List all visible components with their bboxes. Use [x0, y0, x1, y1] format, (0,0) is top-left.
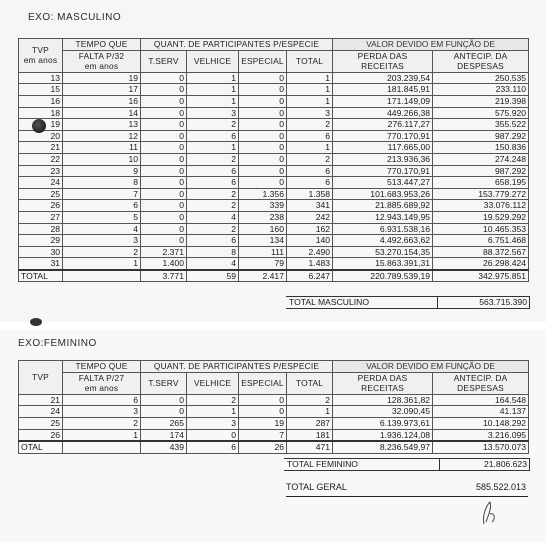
masculino-row [19, 119, 529, 131]
especial-cell: 0 [239, 153, 287, 165]
especial-cell: 134 [239, 235, 287, 247]
total-cell: 341 [287, 200, 333, 212]
feminino-table [18, 360, 529, 454]
total-cell: 1 [287, 72, 333, 84]
despesas-cell: 33.076.112 [433, 200, 529, 212]
tserv-cell: 0 [141, 95, 187, 107]
total-tserv-fem: 439 [141, 441, 187, 453]
especial-header-fem: ESPECIAL [239, 372, 287, 394]
tserv-cell: 0 [141, 235, 187, 247]
receitas-cell: 171.149,09 [333, 95, 433, 107]
total-header-fem: TOTAL [287, 372, 333, 394]
feminino-sheet [0, 330, 546, 542]
velhice-cell: 6 [187, 177, 239, 189]
especial-cell: 1.356 [239, 188, 287, 200]
velhice-cell: 4 [187, 211, 239, 223]
total-cell: 1.358 [287, 188, 333, 200]
total-receitas: 220.789.539,19 [333, 270, 433, 282]
velhice-cell: 6 [187, 130, 239, 142]
total-velhice-fem: 6 [187, 441, 239, 453]
velhice-cell: 1 [187, 95, 239, 107]
masculino-row [19, 95, 529, 107]
perda-receitas-header: PERDA DAS RECEITAS [333, 50, 433, 72]
despesas-cell: 987.292 [433, 130, 529, 142]
total-masculino [286, 296, 528, 308]
velhice-header-fem: VELHICE [187, 372, 239, 394]
falta-cell: 12 [63, 130, 141, 142]
falta-cell: 19 [63, 72, 141, 84]
punch-hole-mark-2 [30, 318, 42, 326]
tvp-cell: 23 [19, 165, 63, 177]
total-total: 6.247 [287, 270, 333, 282]
masculino-row [19, 211, 529, 223]
velhice-cell: 6 [187, 235, 239, 247]
despesas-cell: 250.535 [433, 72, 529, 84]
total-tserv: 3.771 [141, 270, 187, 282]
feminino-row [19, 417, 529, 429]
tserv-cell: 2.371 [141, 246, 187, 258]
especial-cell: 0 [239, 406, 287, 418]
valor-devido-header-fem: VALOR DEVIDO EM FUNÇÃO DE [333, 361, 529, 373]
tserv-cell: 0 [141, 130, 187, 142]
feminino-row [19, 406, 529, 418]
page-gap [0, 322, 546, 330]
velhice-cell: 4 [187, 258, 239, 270]
receitas-cell: 770.170,91 [333, 130, 433, 142]
feminino-total-row [19, 441, 529, 453]
masculino-row [19, 200, 529, 212]
receitas-cell: 276.117,27 [333, 119, 433, 131]
total-cell: 2.490 [287, 246, 333, 258]
velhice-header: VELHICE [187, 50, 239, 72]
signature-mark [476, 498, 502, 528]
receitas-cell: 6.139.973,61 [333, 417, 433, 429]
total-cell: 1 [287, 142, 333, 154]
velhice-cell: 1 [187, 72, 239, 84]
tserv-cell: 0 [141, 142, 187, 154]
falta-header-fem: FALTA P/27 em anos [63, 372, 141, 394]
total-cell: 1.483 [287, 258, 333, 270]
tvp-cell: 16 [19, 95, 63, 107]
velhice-cell: 2 [187, 394, 239, 406]
especial-cell: 0 [239, 177, 287, 189]
total-cell: 140 [287, 235, 333, 247]
tvp-cell: 18 [19, 107, 63, 119]
tserv-cell: 174 [141, 429, 187, 441]
total-cell: 242 [287, 211, 333, 223]
receitas-cell: 117.665,00 [333, 142, 433, 154]
especial-cell: 238 [239, 211, 287, 223]
tserv-cell: 0 [141, 153, 187, 165]
despesas-cell: 219.398 [433, 95, 529, 107]
total-label: TOTAL [19, 270, 63, 282]
falta-cell: 3 [63, 235, 141, 247]
total-cell: 287 [287, 417, 333, 429]
tserv-header-fem: T.SERV [141, 372, 187, 394]
masculino-row [19, 246, 529, 258]
falta-cell: 1 [63, 429, 141, 441]
tvp-header: TVP em anos [19, 39, 63, 73]
velhice-cell: 2 [187, 200, 239, 212]
total-header: TOTAL [287, 50, 333, 72]
especial-cell: 0 [239, 119, 287, 131]
tserv-cell: 1.400 [141, 258, 187, 270]
falta-cell: 6 [63, 394, 141, 406]
masculino-row [19, 153, 529, 165]
total-geral [286, 482, 528, 497]
receitas-cell: 32.090,45 [333, 406, 433, 418]
receitas-cell: 213.936,36 [333, 153, 433, 165]
total-feminino-value: 21.806.623 [439, 458, 530, 471]
velhice-cell: 0 [187, 429, 239, 441]
masculino-row [19, 258, 529, 270]
falta-cell: 10 [63, 153, 141, 165]
tvp-cell: 28 [19, 223, 63, 235]
falta-cell: 8 [63, 177, 141, 189]
despesas-cell: 355.522 [433, 119, 529, 131]
total-cell: 6 [287, 130, 333, 142]
total-geral-value: 585.522.013 [475, 482, 526, 492]
especial-cell: 7 [239, 429, 287, 441]
perda-receitas-header-fem: PERDA DAS RECEITAS [333, 372, 433, 394]
despesas-cell: 575.920 [433, 107, 529, 119]
receitas-cell: 203.239,54 [333, 72, 433, 84]
tvp-cell: 21 [19, 394, 63, 406]
despesas-cell: 3.216.095 [433, 429, 529, 441]
tvp-cell: 24 [19, 177, 63, 189]
especial-cell: 0 [239, 394, 287, 406]
masculino-row [19, 72, 529, 84]
despesas-cell: 164.548 [433, 394, 529, 406]
velhice-cell: 3 [187, 107, 239, 119]
velhice-cell: 2 [187, 188, 239, 200]
masculino-row [19, 223, 529, 235]
falta-cell: 4 [63, 223, 141, 235]
receitas-cell: 1.936.124,08 [333, 429, 433, 441]
falta-header: FALTA P/32 em anos [63, 50, 141, 72]
tserv-header: T.SERV [141, 50, 187, 72]
total-especial-fem: 26 [239, 441, 287, 453]
feminino-row [19, 394, 529, 406]
tserv-cell: 0 [141, 107, 187, 119]
despesas-cell: 10.465.353 [433, 223, 529, 235]
quant-participantes-header-fem: QUANT. DE PARTICIPANTES P/ESPECIE [141, 361, 333, 373]
receitas-cell: 12.943.149,95 [333, 211, 433, 223]
tserv-cell: 0 [141, 406, 187, 418]
tvp-cell: 13 [19, 72, 63, 84]
masculino-table [18, 38, 529, 282]
receitas-cell: 770.170,91 [333, 165, 433, 177]
velhice-cell: 6 [187, 165, 239, 177]
masculino-row [19, 84, 529, 96]
especial-cell: 0 [239, 72, 287, 84]
tvp-cell: 26 [19, 429, 63, 441]
despesas-cell: 658.195 [433, 177, 529, 189]
tvp-cell: 24 [19, 406, 63, 418]
tvp-cell: 15 [19, 84, 63, 96]
total-cell: 6 [287, 165, 333, 177]
especial-cell: 0 [239, 165, 287, 177]
velhice-cell: 1 [187, 406, 239, 418]
total-empty-cell-fem [63, 441, 141, 453]
total-masculino-value: 563.715.390 [437, 296, 530, 309]
receitas-cell: 15.863.391,31 [333, 258, 433, 270]
despesas-cell: 233.110 [433, 84, 529, 96]
especial-cell: 0 [239, 95, 287, 107]
tvp-cell: 21 [19, 142, 63, 154]
receitas-cell: 4.492.663,62 [333, 235, 433, 247]
falta-cell: 6 [63, 200, 141, 212]
receitas-cell: 128.361,82 [333, 394, 433, 406]
especial-cell: 0 [239, 130, 287, 142]
tvp-cell: 25 [19, 188, 63, 200]
receitas-cell: 101.683.953,26 [333, 188, 433, 200]
antecip-despesas-header-fem: ANTECIP. DA DESPESAS [433, 372, 529, 394]
total-cell: 2 [287, 119, 333, 131]
receitas-cell: 181.845,91 [333, 84, 433, 96]
total-geral-label: TOTAL GERAL [286, 482, 347, 492]
quant-participantes-header: QUANT. DE PARTICIPANTES P/ESPECIE [141, 39, 333, 51]
masculino-title: EXO: MASCULINO [28, 12, 122, 23]
velhice-cell: 2 [187, 119, 239, 131]
despesas-cell: 274.248 [433, 153, 529, 165]
total-cell: 162 [287, 223, 333, 235]
falta-cell: 2 [63, 246, 141, 258]
tempo-header-fem: TEMPO QUE [63, 361, 141, 373]
masculino-total-row [19, 270, 529, 282]
tserv-cell: 0 [141, 72, 187, 84]
receitas-cell: 449.266,38 [333, 107, 433, 119]
total-empty-cell [63, 270, 141, 282]
total-cell: 3 [287, 107, 333, 119]
tvp-cell: 20 [19, 130, 63, 142]
tvp-cell: 27 [19, 211, 63, 223]
tvp-cell: 31 [19, 258, 63, 270]
especial-cell: 79 [239, 258, 287, 270]
velhice-cell: 2 [187, 153, 239, 165]
total-cell: 6 [287, 177, 333, 189]
velhice-cell: 1 [187, 142, 239, 154]
tvp-cell: 19 [19, 119, 63, 131]
falta-cell: 5 [63, 211, 141, 223]
falta-cell: 13 [63, 119, 141, 131]
total-cell: 1 [287, 406, 333, 418]
total-cell: 1 [287, 84, 333, 96]
tserv-cell: 0 [141, 211, 187, 223]
tserv-cell: 0 [141, 223, 187, 235]
total-cell: 1 [287, 95, 333, 107]
despesas-cell: 41.137 [433, 406, 529, 418]
feminino-title: EXO:FEMININO [18, 338, 97, 349]
especial-cell: 19 [239, 417, 287, 429]
total-cell: 181 [287, 429, 333, 441]
masculino-row [19, 165, 529, 177]
antecip-despesas-header: ANTECIP. DA DESPESAS [433, 50, 529, 72]
falta-cell: 1 [63, 258, 141, 270]
despesas-cell: 10.148.292 [433, 417, 529, 429]
despesas-cell: 26.298.424 [433, 258, 529, 270]
total-masculino-label: TOTAL MASCULINO [286, 296, 439, 309]
falta-cell: 17 [63, 84, 141, 96]
tserv-cell: 0 [141, 394, 187, 406]
tserv-cell: 0 [141, 200, 187, 212]
tvp-header-fem: TVP [19, 361, 63, 395]
total-total-fem: 471 [287, 441, 333, 453]
feminino-row [19, 429, 529, 441]
falta-cell: 9 [63, 165, 141, 177]
despesas-cell: 150.836 [433, 142, 529, 154]
total-despesas: 342.975.851 [433, 270, 529, 282]
especial-cell: 111 [239, 246, 287, 258]
tserv-cell: 265 [141, 417, 187, 429]
despesas-cell: 987.292 [433, 165, 529, 177]
tserv-cell: 0 [141, 177, 187, 189]
total-velhice: 59 [187, 270, 239, 282]
total-receitas-fem: 8.236.549,97 [333, 441, 433, 453]
total-cell: 2 [287, 394, 333, 406]
tserv-cell: 0 [141, 119, 187, 131]
receitas-cell: 6.931.538,16 [333, 223, 433, 235]
despesas-cell: 153.779.272 [433, 188, 529, 200]
tvp-cell: 25 [19, 417, 63, 429]
total-cell: 2 [287, 153, 333, 165]
especial-cell: 0 [239, 107, 287, 119]
especial-cell: 160 [239, 223, 287, 235]
tserv-cell: 0 [141, 165, 187, 177]
tvp-cell: 22 [19, 153, 63, 165]
velhice-cell: 1 [187, 84, 239, 96]
falta-cell: 16 [63, 95, 141, 107]
velhice-cell: 8 [187, 246, 239, 258]
tempo-header: TEMPO QUE [63, 39, 141, 51]
falta-cell: 11 [63, 142, 141, 154]
valor-devido-header: VALOR DEVIDO EM FUNÇÃO DE [333, 39, 529, 51]
despesas-cell: 88.372.567 [433, 246, 529, 258]
velhice-cell: 3 [187, 417, 239, 429]
falta-cell: 7 [63, 188, 141, 200]
falta-cell: 3 [63, 406, 141, 418]
total-especial: 2.417 [239, 270, 287, 282]
especial-cell: 0 [239, 84, 287, 96]
especial-cell: 339 [239, 200, 287, 212]
masculino-row [19, 142, 529, 154]
total-feminino-label: TOTAL FEMININO [284, 458, 441, 471]
masculino-row [19, 188, 529, 200]
masculino-row [19, 235, 529, 247]
punch-hole-mark [32, 119, 46, 133]
despesas-cell: 19.529.292 [433, 211, 529, 223]
tserv-cell: 0 [141, 84, 187, 96]
falta-cell: 14 [63, 107, 141, 119]
receitas-cell: 53.270.154,35 [333, 246, 433, 258]
total-feminino [284, 458, 528, 470]
total-despesas-fem: 13.570.073 [433, 441, 529, 453]
masculino-row [19, 130, 529, 142]
total-label-fem: OTAL [19, 441, 63, 453]
masculino-row [19, 107, 529, 119]
tvp-cell: 29 [19, 235, 63, 247]
tvp-cell: 30 [19, 246, 63, 258]
receitas-cell: 513.447,27 [333, 177, 433, 189]
velhice-cell: 2 [187, 223, 239, 235]
falta-cell: 2 [63, 417, 141, 429]
despesas-cell: 6.751.468 [433, 235, 529, 247]
tvp-cell: 26 [19, 200, 63, 212]
tserv-cell: 0 [141, 188, 187, 200]
especial-cell: 0 [239, 142, 287, 154]
especial-header: ESPECIAL [239, 50, 287, 72]
masculino-row [19, 177, 529, 189]
receitas-cell: 21.885.689,92 [333, 200, 433, 212]
